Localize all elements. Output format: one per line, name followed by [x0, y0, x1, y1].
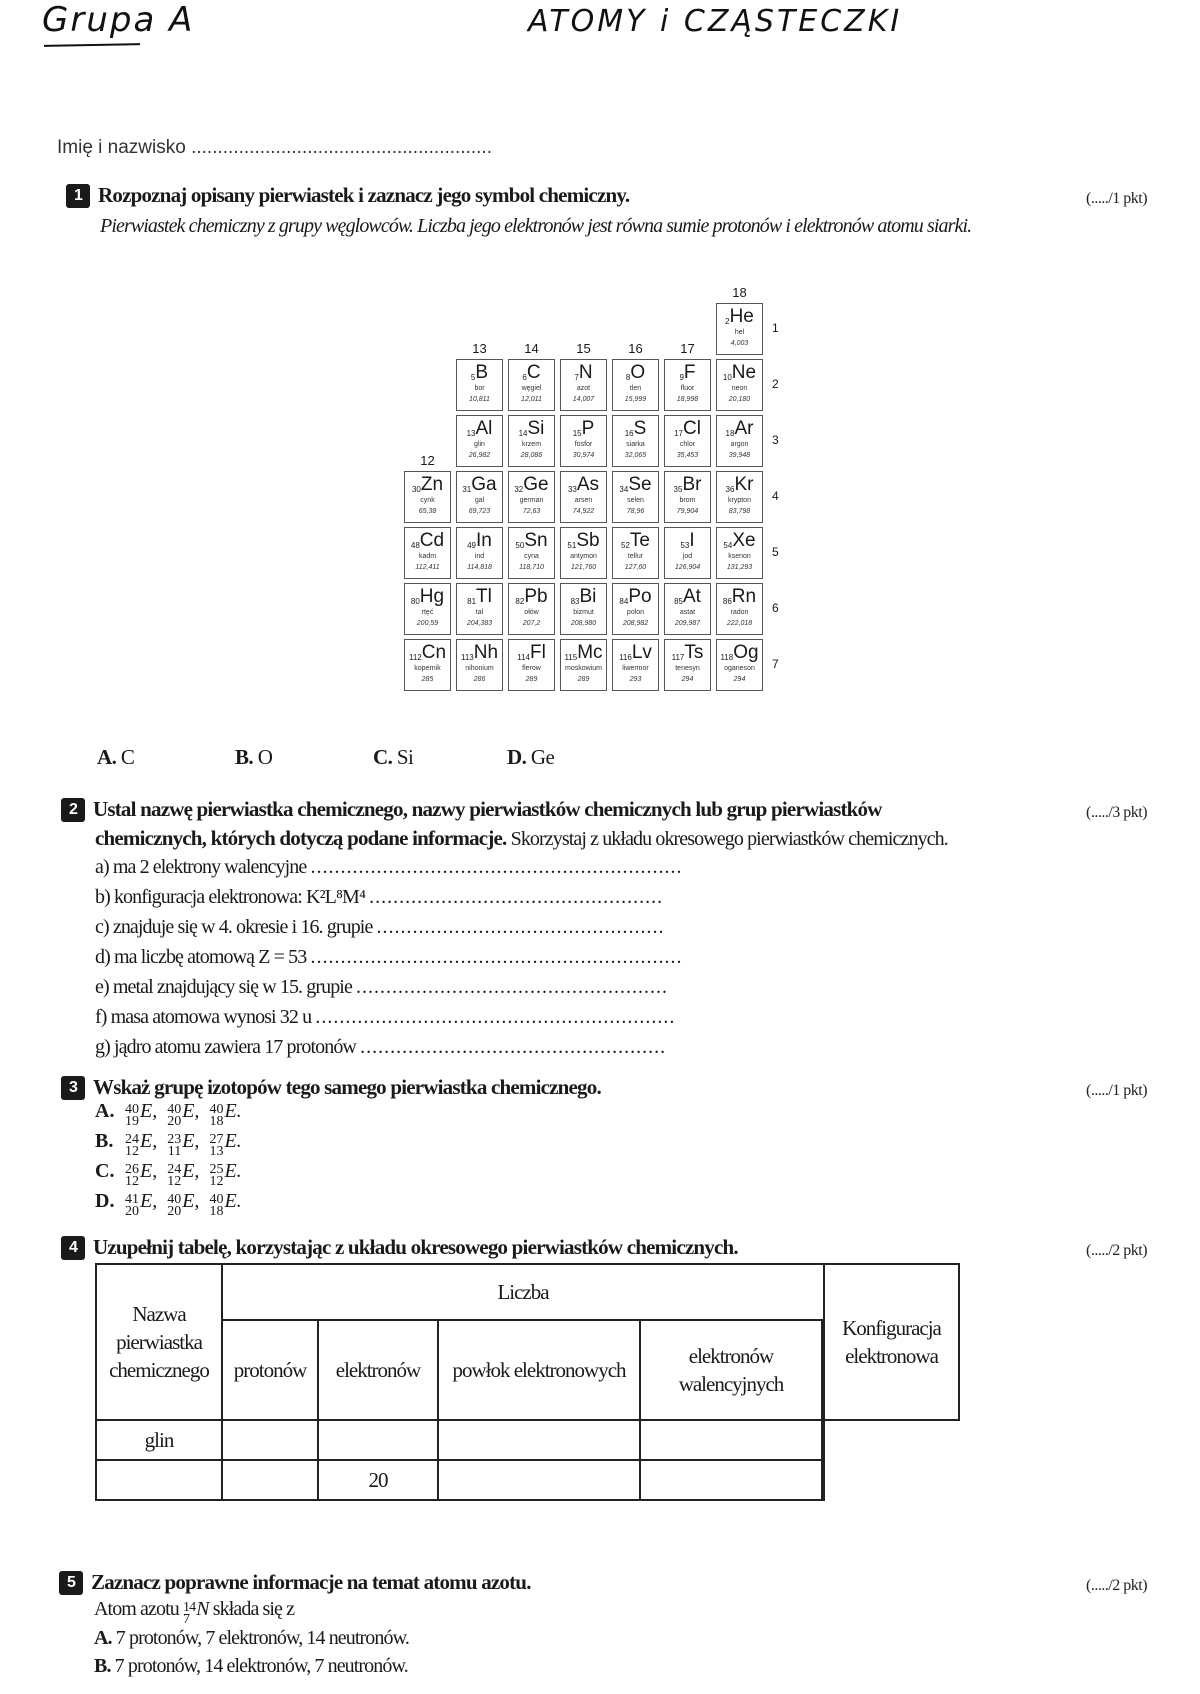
isotope-symbol: 24 12E,	[125, 1130, 158, 1159]
q2-points: (...../3 pkt)	[1086, 804, 1148, 821]
q3-title: Wskaż grupę izotopów tego samego pierwiastka chemicznego.	[93, 1075, 601, 1099]
element-cell-in	[456, 527, 503, 579]
element-name: azot	[576, 385, 591, 392]
isotope-symbol: 25 12E.	[209, 1160, 242, 1189]
element-cell-s	[612, 415, 659, 467]
cell-protons[interactable]	[222, 1420, 318, 1460]
header-valence: elektronów walencyjnych	[640, 1320, 822, 1420]
option-letter: C.	[95, 1160, 115, 1182]
q1-number: 1	[66, 184, 90, 208]
element-mass: 12,011	[521, 396, 542, 403]
element-name: brom	[679, 497, 696, 504]
element-cell-hg	[404, 583, 451, 635]
q2-number: 2	[61, 798, 85, 822]
element-symbol: 86Rn	[722, 586, 757, 607]
element-name: cyna	[524, 553, 539, 560]
element-cell-se	[612, 471, 659, 523]
element-symbol: 7N	[574, 362, 593, 383]
element-mass: 209,987	[674, 620, 701, 627]
element-mass: 112,411	[415, 564, 440, 571]
element-name: jod	[682, 553, 693, 560]
element-name: siarka	[626, 441, 645, 448]
element-name: fosfor	[574, 441, 593, 448]
element-symbol: 10Ne	[722, 362, 757, 383]
element-name: selen	[627, 497, 644, 504]
q4-heading	[61, 1235, 738, 1260]
q2-answer-line[interactable]: ..............................................................	[310, 946, 683, 968]
element-name: bizmut	[573, 609, 594, 616]
element-cell-sn	[508, 527, 555, 579]
element-mass: 74,922	[572, 508, 595, 515]
nitrogen-nuclide: 14 7 N	[182, 1598, 209, 1627]
element-symbol: 50Sn	[515, 530, 548, 551]
q1-answer-c[interactable]: C. Si	[373, 745, 414, 769]
q1-heading	[66, 183, 629, 208]
isotope-symbol: 40 19E,	[125, 1100, 158, 1129]
element-symbol: 35Br	[673, 474, 702, 495]
header-protons: protonów	[222, 1320, 318, 1420]
element-mass: 32,065	[624, 452, 647, 459]
element-symbol: 14Si	[518, 418, 545, 439]
element-cell-po	[612, 583, 659, 635]
q2-title-line2: chemicznych, których dotyczą podane informacje. Skorzystaj z układu okresowego pierwiastków chemicznych.	[95, 826, 948, 850]
q2-answer-line[interactable]: ....................................................	[356, 976, 669, 998]
element-mass: 79,904	[676, 508, 699, 515]
group-label-16: 16	[628, 341, 643, 356]
q5-title: Zaznacz poprawne informacje na temat atomu azotu.	[91, 1570, 531, 1594]
element-mass: 65,38	[418, 508, 437, 515]
period-label-6: 6	[772, 601, 779, 615]
element-mass: 35,453	[676, 452, 699, 459]
element-symbol: 84Po	[619, 586, 652, 607]
q3-option-a[interactable]	[95, 1100, 252, 1128]
element-symbol: 54Xe	[723, 530, 756, 551]
header-element-name: Nazwa pierwiastka chemicznego	[96, 1264, 222, 1420]
element-name: gal	[474, 497, 485, 504]
q3-option-b[interactable]	[95, 1130, 252, 1158]
cell-valence[interactable]	[640, 1460, 822, 1500]
isotope-symbol: 24 12E,	[167, 1160, 200, 1189]
element-cell-kr	[716, 471, 763, 523]
group-underline	[44, 43, 140, 47]
element-cell-br	[664, 471, 711, 523]
option-letter: A.	[95, 1100, 115, 1122]
period-label-4: 4	[772, 489, 779, 503]
element-cell-zn	[404, 471, 451, 523]
element-name: ksenon	[728, 553, 751, 560]
element-symbol: 82Pb	[515, 586, 548, 607]
element-cell-te	[612, 527, 659, 579]
element-symbol: 31Ga	[462, 474, 497, 495]
q2-title: Ustal nazwę pierwiastka chemicznego, nazwy pierwiastków chemicznych lub grup pierwiastków	[93, 797, 882, 821]
q3-heading	[61, 1075, 601, 1100]
element-cell-sb	[560, 527, 607, 579]
cell-configuration[interactable]	[822, 1420, 824, 1460]
isotope-symbol: 40 18E.	[209, 1190, 242, 1219]
element-mass: 208,980	[570, 620, 597, 627]
element-name: tellur	[627, 553, 644, 560]
element-symbol: 51Sb	[567, 530, 600, 551]
q1-title: Rozpoznaj opisany pierwiastek i zaznacz jego symbol chemiczny.	[98, 183, 630, 207]
element-symbol: 8O	[625, 362, 646, 383]
q2-item-text: g) jądro atomu zawiera 17 protonów	[95, 1036, 361, 1058]
element-cell-si	[508, 415, 555, 467]
element-cell-bi	[560, 583, 607, 635]
name-field[interactable]: Imię i nazwisko .........................................................	[57, 137, 492, 158]
cell-protons[interactable]	[222, 1460, 318, 1500]
isotope-symbol: 23 11E,	[167, 1130, 200, 1159]
element-cell-o	[612, 359, 659, 411]
element-mass: 286	[473, 676, 486, 683]
isotope-symbol: 41 20E,	[125, 1190, 158, 1219]
element-name: antymon	[570, 553, 597, 560]
q4-points: (...../2 pkt)	[1086, 1242, 1148, 1259]
element-cell-nh	[456, 639, 503, 691]
element-cell-at	[664, 583, 711, 635]
element-symbol: 16S	[624, 418, 647, 439]
period-label-5: 5	[772, 545, 779, 559]
element-name: oganeson	[724, 665, 755, 672]
element-symbol: 36Kr	[725, 474, 754, 495]
element-mass: 30,974	[572, 452, 595, 459]
element-cell-f	[664, 359, 711, 411]
element-name: rtęć	[421, 609, 434, 616]
q1-text: Pierwiastek chemiczny z grupy węglowców. Liczba jego elektronów jest równa sumie protonów i elektronów atomu siarki.	[100, 215, 972, 237]
element-name: radon	[730, 609, 749, 616]
element-name: krzem	[521, 441, 542, 448]
element-mass: 200,59	[416, 620, 439, 627]
header-configuration: Konfiguracja elektronowa	[824, 1264, 959, 1420]
q3-number: 3	[61, 1076, 85, 1100]
q2-item-text: e) metal znajdujący się w 15. grupie	[95, 976, 357, 998]
element-mass: 289	[525, 676, 538, 683]
element-mass: 285	[421, 676, 434, 683]
element-cell-ne	[716, 359, 763, 411]
group-label-17: 17	[680, 341, 695, 356]
q4-table	[95, 1263, 960, 1501]
element-mass: 293	[629, 676, 642, 683]
q5-points: (...../2 pkt)	[1086, 1577, 1148, 1594]
element-mass: 4,003	[730, 340, 749, 347]
q5-option-a[interactable]: A. 7 protonów, 7 elektronów, 14 neutronów.	[94, 1627, 409, 1649]
q2-answer-line[interactable]: ...................................................	[360, 1036, 667, 1058]
q3-option-c[interactable]	[95, 1160, 252, 1188]
cell-electrons: 20	[318, 1460, 438, 1500]
q2-answer-line[interactable]: ..............................................................	[310, 856, 683, 878]
isotope-symbol: 40 20E,	[167, 1100, 200, 1129]
q2-item[interactable]	[95, 946, 682, 969]
element-mass: 15,999	[624, 396, 647, 403]
element-symbol: 2He	[725, 306, 754, 327]
element-name: tenesyn	[675, 665, 700, 672]
element-cell-cl	[664, 415, 711, 467]
element-mass: 20,180	[728, 396, 751, 403]
header-liczba: Liczba	[222, 1264, 824, 1320]
element-symbol: 83Bi	[570, 586, 597, 607]
element-name: flerow	[522, 665, 541, 672]
q2-answer-line[interactable]: ............................................................	[315, 1006, 676, 1028]
element-cell-ar	[716, 415, 763, 467]
q3-points: (...../1 pkt)	[1086, 1082, 1148, 1099]
q1-answer-a[interactable]: A. C	[97, 745, 135, 769]
element-symbol: 114Fl	[517, 642, 546, 663]
element-mass: 204,383	[466, 620, 493, 627]
element-cell-ts	[664, 639, 711, 691]
group-label: Grupa A	[42, 0, 195, 40]
element-symbol: 6C	[522, 362, 541, 383]
element-cell-cd	[404, 527, 451, 579]
element-cell-c	[508, 359, 555, 411]
element-name: fluor	[680, 385, 695, 392]
element-name: kopernik	[414, 665, 441, 672]
q2-item-text: d) ma liczbę atomową Z = 53	[95, 946, 311, 968]
element-cell-tl	[456, 583, 503, 635]
element-cell-i	[664, 527, 711, 579]
element-mass: 289	[577, 676, 590, 683]
element-cell-og	[716, 639, 763, 691]
element-cell-ge	[508, 471, 555, 523]
element-name: moskowium	[565, 665, 602, 672]
cell-valence[interactable]	[640, 1420, 822, 1460]
element-name: ołów	[524, 609, 539, 616]
q5-option-b[interactable]: B. 7 protonów, 14 elektronów, 7 neutronów.	[94, 1655, 408, 1677]
element-symbol: 52Te	[621, 530, 650, 551]
element-mass: 14,007	[572, 396, 595, 403]
element-name: astat	[679, 609, 696, 616]
element-symbol: 81Tl	[467, 586, 492, 607]
element-mass: 78,96	[626, 508, 645, 515]
element-mass: 10,811	[469, 396, 490, 403]
q2-item[interactable]	[95, 856, 682, 879]
element-symbol: 53I	[680, 530, 695, 551]
isotope-symbol: 26 12E,	[125, 1160, 158, 1189]
document-title: ATOMY i CZĄSTECZKI	[528, 4, 903, 39]
element-cell-as	[560, 471, 607, 523]
element-cell-al	[456, 415, 503, 467]
element-symbol: 48Cd	[410, 530, 445, 551]
element-cell-lv	[612, 639, 659, 691]
table-row	[96, 1420, 959, 1460]
element-name: bor	[474, 385, 485, 392]
q1-answer-b[interactable]: B. O	[235, 745, 273, 769]
element-mass: 28,086	[520, 452, 543, 459]
option-letter: D.	[95, 1190, 115, 1212]
q4-title: Uzupełnij tabelę, korzystając z układu okresowego pierwiastków chemicznych.	[93, 1235, 738, 1259]
element-symbol: 9F	[679, 362, 696, 383]
isotope-symbol: 40 20E,	[167, 1190, 200, 1219]
element-cell-rn	[716, 583, 763, 635]
element-mass: 118,710	[519, 564, 544, 571]
element-symbol: 80Hg	[410, 586, 445, 607]
period-label-1: 1	[772, 321, 779, 335]
element-mass: 126,904	[674, 564, 701, 571]
element-mass: 69,723	[468, 508, 491, 515]
q2-item-text: b) konfiguracja elektronowa: K²L⁸M⁴	[95, 886, 370, 908]
group-label-14: 14	[524, 341, 539, 356]
q2-heading	[61, 797, 882, 822]
element-symbol: 85At	[674, 586, 701, 607]
element-name: tal	[475, 609, 484, 616]
element-mass: 294	[681, 676, 694, 683]
element-name: hel	[734, 329, 745, 336]
q2-item[interactable]	[95, 1006, 675, 1029]
period-label-2: 2	[772, 377, 779, 391]
q2-item-text: f) masa atomowa wynosi 32 u	[95, 1006, 316, 1028]
group-label-13: 13	[472, 341, 487, 356]
element-symbol: 5B	[470, 362, 489, 383]
element-name: neon	[731, 385, 748, 392]
element-symbol: 32Ge	[514, 474, 549, 495]
element-name: argon	[730, 441, 749, 448]
isotope-symbol: 40 18E.	[209, 1100, 242, 1129]
element-mass: 127,60	[624, 564, 647, 571]
q1-answer-d[interactable]: D. Ge	[507, 745, 555, 769]
element-mass: 26,982	[468, 452, 491, 459]
element-name: german	[519, 497, 544, 504]
q2-answer-line[interactable]: .................................................	[369, 886, 664, 908]
element-name: arsen	[574, 497, 593, 504]
element-name: liwermor	[622, 665, 649, 672]
option-letter: B.	[95, 1130, 114, 1152]
element-cell-pb	[508, 583, 555, 635]
q3-option-d[interactable]	[95, 1190, 252, 1218]
element-mass: 294	[733, 676, 746, 683]
element-mass: 131,293	[726, 564, 753, 571]
element-symbol: 117Ts	[671, 642, 704, 663]
element-symbol: 33As	[567, 474, 600, 495]
q5-intro: Atom azotu 14 7 N składa się z	[94, 1598, 295, 1627]
element-mass: 207,2	[522, 620, 541, 627]
header-shells: powłok elektronowych	[438, 1320, 640, 1420]
element-cell-mc	[560, 639, 607, 691]
element-symbol: 113Nh	[460, 642, 499, 663]
group-label-18: 18	[732, 285, 747, 300]
element-symbol: 118Og	[720, 642, 759, 663]
element-name: węgiel	[521, 385, 542, 392]
cell-configuration[interactable]	[822, 1460, 824, 1500]
group-label-12: 12	[420, 453, 435, 468]
element-mass: 83,798	[728, 508, 751, 515]
element-name: tlen	[629, 385, 642, 392]
element-name: chlor	[679, 441, 696, 448]
q2-item[interactable]	[95, 886, 663, 909]
q2-item-text: a) ma 2 elektrony walencyjne	[95, 856, 311, 878]
header-electrons: elektronów	[318, 1320, 438, 1420]
element-cell-ga	[456, 471, 503, 523]
element-mass: 39,948	[728, 452, 751, 459]
q5-number: 5	[59, 1571, 83, 1595]
element-cell-cn	[404, 639, 451, 691]
q2-item[interactable]	[95, 1036, 666, 1059]
q2-item[interactable]	[95, 916, 665, 939]
element-name: krypton	[728, 497, 751, 504]
cell-name: glin	[96, 1420, 222, 1460]
element-cell-b	[456, 359, 503, 411]
cell-shells[interactable]	[438, 1420, 640, 1460]
q4-number: 4	[61, 1236, 85, 1260]
element-mass: 114,818	[467, 564, 492, 571]
element-name: cynk	[420, 497, 435, 504]
element-cell-he	[716, 303, 763, 355]
element-name: kadm	[418, 553, 437, 560]
cell-electrons[interactable]	[318, 1420, 438, 1460]
element-symbol: 30Zn	[411, 474, 444, 495]
period-label-3: 3	[772, 433, 779, 447]
element-mass: 18,998	[676, 396, 699, 403]
element-symbol: 13Al	[466, 418, 493, 439]
table-row	[96, 1460, 959, 1500]
element-name: glin	[474, 441, 485, 448]
q2-answer-line[interactable]: ................................................	[376, 916, 665, 938]
element-mass: 222,018	[726, 620, 753, 627]
element-symbol: 115Mc	[564, 642, 603, 663]
element-symbol: 116Lv	[619, 642, 652, 663]
element-symbol: 34Se	[619, 474, 652, 495]
element-symbol: 49In	[467, 530, 492, 551]
element-cell-fl	[508, 639, 555, 691]
element-name: polon	[626, 609, 645, 616]
group-label-15: 15	[576, 341, 591, 356]
element-symbol: 15P	[572, 418, 595, 439]
cell-name[interactable]	[96, 1460, 222, 1500]
element-cell-xe	[716, 527, 763, 579]
element-name: ind	[474, 553, 485, 560]
element-symbol: 18Ar	[725, 418, 754, 439]
element-symbol: 17Cl	[674, 418, 701, 439]
element-cell-p	[560, 415, 607, 467]
q1-points: (...../1 pkt)	[1086, 190, 1148, 207]
q2-item[interactable]	[95, 976, 668, 999]
period-label-7: 7	[772, 657, 779, 671]
element-mass: 72,63	[522, 508, 541, 515]
element-cell-n	[560, 359, 607, 411]
q5-heading	[59, 1570, 531, 1595]
q2-item-text: c) znajduje się w 4. okresie i 16. grupie	[95, 916, 377, 938]
element-mass: 208,982	[622, 620, 649, 627]
element-symbol: 112Cn	[408, 642, 447, 663]
element-mass: 121,760	[570, 564, 597, 571]
cell-shells[interactable]	[438, 1460, 640, 1500]
element-name: nihonium	[465, 665, 494, 672]
isotope-symbol: 27 13E.	[209, 1130, 242, 1159]
